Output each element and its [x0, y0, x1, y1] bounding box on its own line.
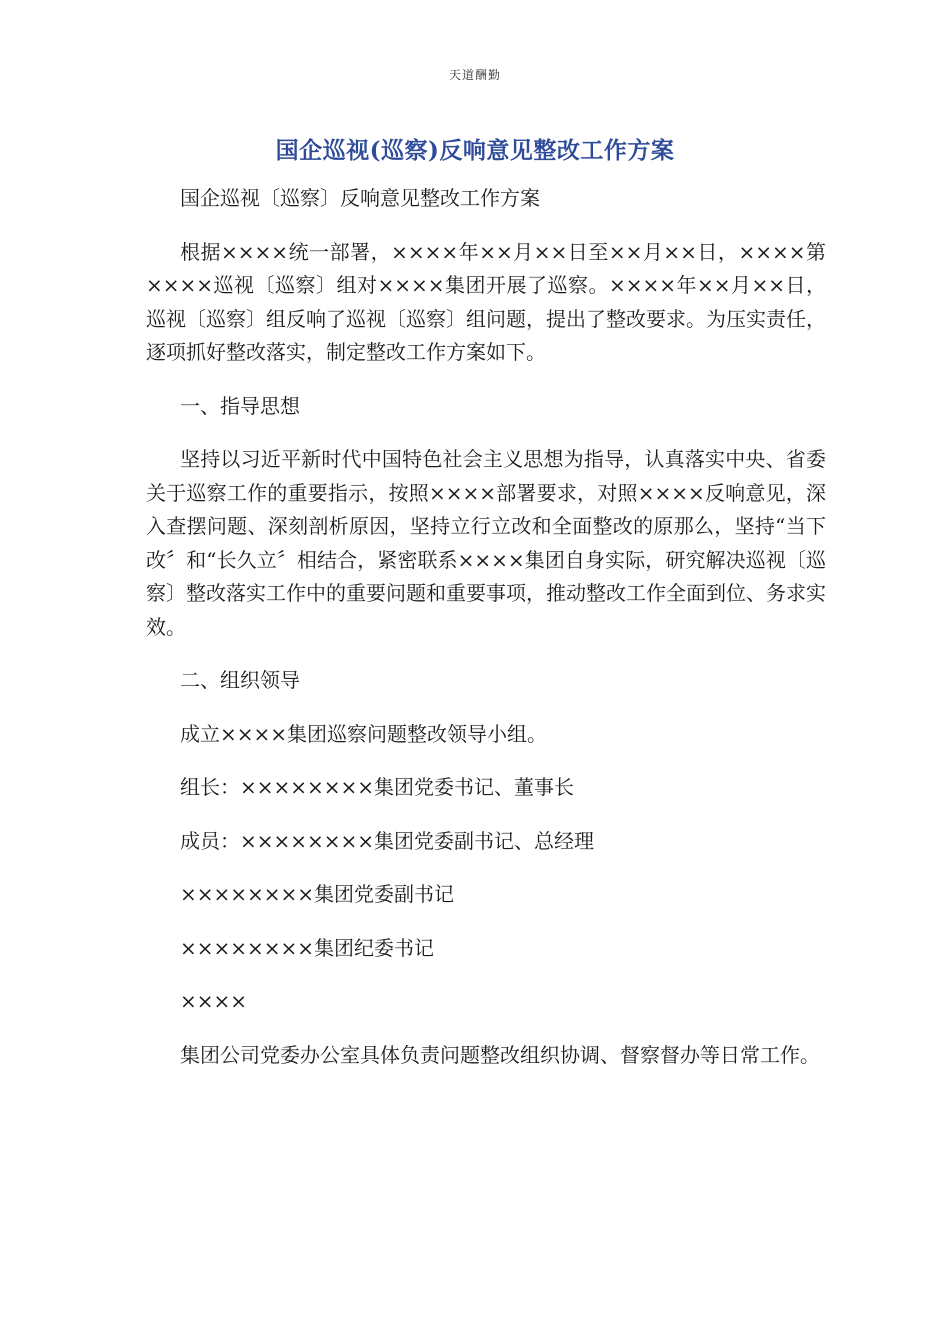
section-heading-leadership: 二、组织领导: [180, 668, 300, 692]
document-body: [146, 182, 826, 1092]
member-line: ××××: [180, 989, 248, 1013]
member-line: 成员：××××××××集团党委副书记、总经理: [180, 828, 595, 853]
page-header: 天道酬勤: [448, 68, 501, 82]
subtitle-paragraph: 国企巡视〔巡察〕反响意见整改工作方案: [180, 186, 540, 210]
office-duty-paragraph: 集团公司党委办公室具体负责问题整改组织协调、督察督办等日常工作。: [180, 1042, 820, 1067]
leader-line: 组长：××××××××集团党委书记、董事长: [180, 775, 575, 799]
guiding-thought-paragraph: 坚持以习近平新时代中国特色社会主义思想为指导，认真落实中央、省委关于巡察工作的重要指示，按照××××部署要求，对照××××反响意见，深入查摆问题、深刻剖析原因，坚持立行立改和全面整改的原那么，坚持“当下改〞和“长久立〞相结合，紧密联系××××集团自身实际，研究解决巡视〔巡察〕整改落实工作中的重要问题和重要事项，推动整改工作全面到位、务求实效。: [146, 447, 826, 639]
section-heading-guiding-thought: 一、指导思想: [180, 393, 300, 418]
intro-paragraph: 根据××××统一部署，××××年××月××日至××月××日，××××第××××巡视〔巡察〕组对××××集团开展了巡察。××××年××月××日，巡视〔巡察〕组反响了巡视〔巡察〕组问题，提出了整改要求。为压实责任，逐项抓好整改落实，制定整改工作方案如下。: [146, 239, 826, 364]
leadership-group-paragraph: 成立××××集团巡察问题整改领导小组。: [180, 721, 548, 746]
member-line: ××××××××集团党委副书记: [180, 882, 455, 906]
member-line: ××××××××集团纪委书记: [180, 935, 435, 960]
document-title: 国企巡视(巡察)反响意见整改工作方案: [275, 137, 675, 164]
